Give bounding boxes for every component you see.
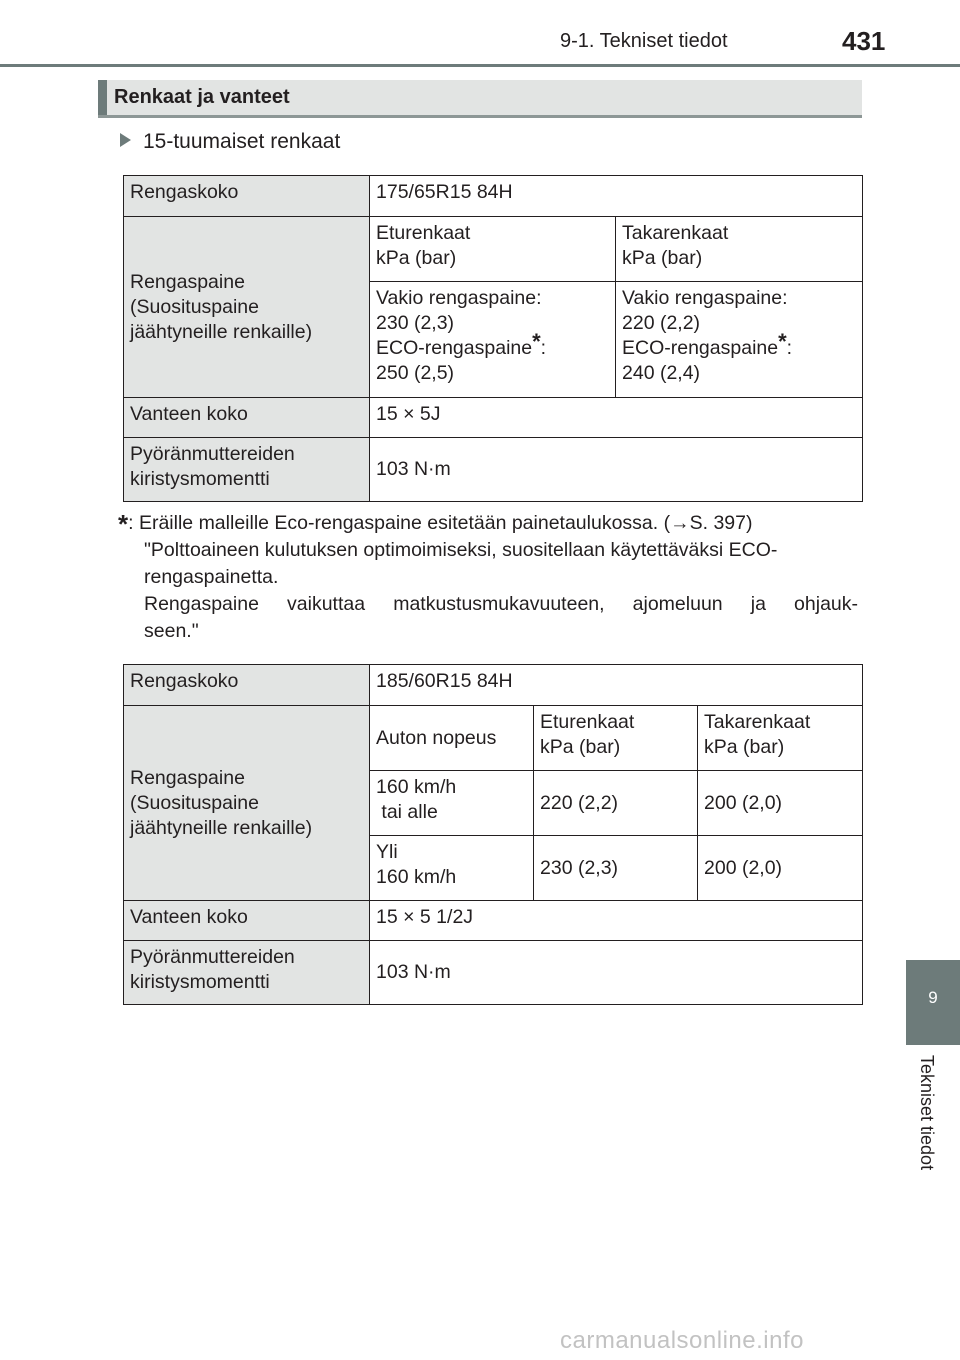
- section-title: Renkaat ja vanteet: [114, 86, 290, 108]
- rim-label-cell: Vanteen koko: [124, 901, 370, 941]
- front-pressure-cell: 230 (2,3): [534, 836, 698, 901]
- header-rule: [0, 64, 960, 67]
- section-heading-bar: [98, 80, 862, 118]
- front-header-cell: Eturenkaat kPa (bar): [370, 217, 616, 282]
- rim-value-cell: 15 × 5J: [370, 398, 863, 438]
- pressure-label-cell: Rengaspaine (Suosituspaine jäähtyneille renkaille): [124, 706, 370, 901]
- subsection-title: 15-tuumaiset renkaat: [143, 130, 341, 153]
- pressure-label-cell: Rengaspaine (Suosituspaine jäähtyneille renkaille): [124, 217, 370, 398]
- size-label-cell: Rengaskoko: [124, 176, 370, 217]
- size-value-cell: 175/65R15 84H: [370, 176, 863, 217]
- watermark: carmanualsonline.info: [560, 1327, 804, 1354]
- size-value-cell: 185/60R15 84H: [370, 665, 863, 706]
- torque-label-cell: Pyöränmuttereiden kiristysmomentti: [124, 438, 370, 502]
- section-accent: [98, 80, 107, 115]
- torque-value-cell: 103 N·m: [370, 941, 863, 1005]
- front-pressure-cell: Vakio rengaspaine: 230 (2,3) ECO-rengaspaine*: 250 (2,5): [370, 282, 616, 398]
- speed-header-cell: Auton nopeus: [370, 706, 534, 771]
- page-number: 431: [842, 26, 886, 56]
- rear-header-cell: Takarenkaat kPa (bar): [616, 217, 863, 282]
- torque-value-cell: 103 N·m: [370, 438, 863, 502]
- rear-header-cell: Takarenkaat kPa (bar): [698, 706, 863, 771]
- chapter-tab-label: Tekniset tiedot: [917, 1055, 937, 1171]
- rear-pressure-cell: 200 (2,0): [698, 836, 863, 901]
- rim-value-cell: 15 × 5 1/2J: [370, 901, 863, 941]
- tire-spec-table-1: [123, 175, 863, 502]
- running-header-title: 9-1. Tekniset tiedot: [560, 30, 728, 52]
- size-label-cell: Rengaskoko: [124, 665, 370, 706]
- triangle-bullet-icon: [120, 133, 131, 147]
- speed-cell: 160 km/h tai alle: [370, 771, 534, 836]
- rear-pressure-cell: 200 (2,0): [698, 771, 863, 836]
- front-pressure-cell: 220 (2,2): [534, 771, 698, 836]
- chapter-tab[interactable]: 9: [906, 960, 960, 1045]
- footnote-line: *: Eräille malleille Eco-rengaspaine esitetään painetaulukossa. (→S. 397): [118, 509, 753, 539]
- footnote: [118, 507, 858, 645]
- subsection-heading: [120, 130, 340, 154]
- footnote-line: rengaspainetta.: [144, 566, 279, 588]
- rim-label-cell: Vanteen koko: [124, 398, 370, 438]
- torque-label-cell: Pyöränmuttereiden kiristysmomentti: [124, 941, 370, 1005]
- tire-spec-table-2: [123, 664, 863, 1005]
- footnote-line: Rengaspaine vaikuttaa matkustusmukavuuteen, ajomeluun ja ohjauk-: [144, 593, 858, 615]
- rear-pressure-cell: Vakio rengaspaine: 220 (2,2) ECO-rengaspaine*: 240 (2,4): [616, 282, 863, 398]
- footnote-line: "Polttoaineen kulutuksen optimoimiseksi, suositellaan käytettäväksi ECO-: [144, 539, 778, 561]
- speed-cell: Yli 160 km/h: [370, 836, 534, 901]
- footnote-line: seen.": [144, 620, 199, 642]
- front-header-cell: Eturenkaat kPa (bar): [534, 706, 698, 771]
